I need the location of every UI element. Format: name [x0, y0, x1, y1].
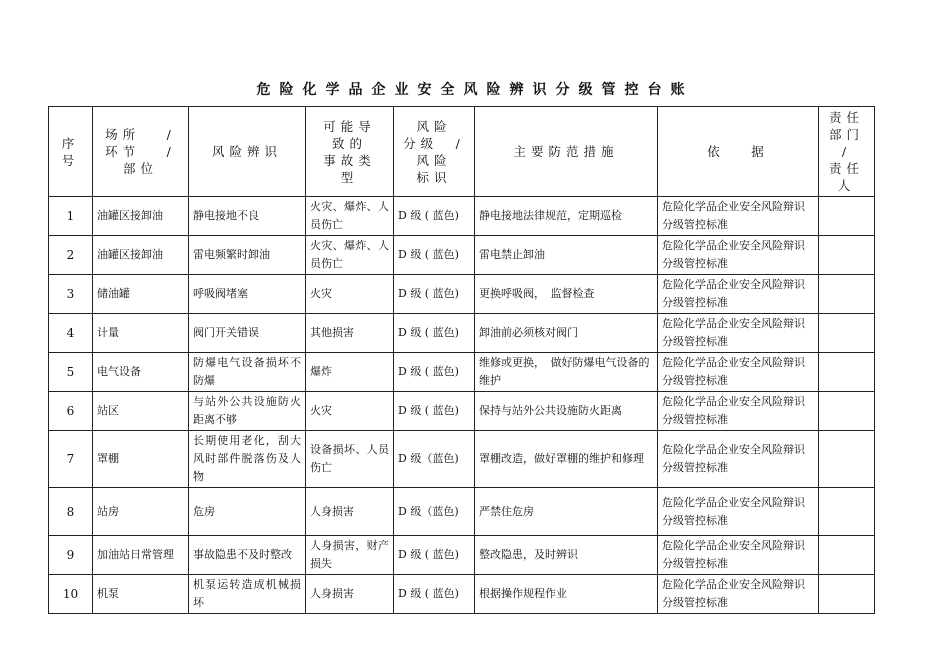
- cell-risk: 阀门开关错误: [189, 314, 306, 353]
- cell-basis: 危险化学品企业安全风险辩识分级管控标准: [658, 392, 819, 431]
- cell-measures: 雷电禁止卸油: [475, 236, 658, 275]
- cell-no: 10: [49, 575, 93, 614]
- table-row: [49, 536, 875, 575]
- header-accident-type: 可能导 致的 事故类 型: [306, 107, 394, 197]
- table-row: [49, 353, 875, 392]
- cell-accident: 设备损坏、人员伤亡: [306, 431, 394, 488]
- cell-measures: 严禁住危房: [475, 488, 658, 536]
- cell-level: D 级 ( 蓝色): [394, 275, 475, 314]
- cell-accident: 其他损害: [306, 314, 394, 353]
- cell-place: 站房: [93, 488, 189, 536]
- header-measures: 主要防范措施: [475, 107, 658, 197]
- cell-no: 3: [49, 275, 93, 314]
- cell-level: D 级 ( 蓝色): [394, 314, 475, 353]
- cell-measures: 根据操作规程作业: [475, 575, 658, 614]
- cell-place: 站区: [93, 392, 189, 431]
- cell-measures: 更换呼吸阀， 监督检查: [475, 275, 658, 314]
- cell-responsible: [819, 197, 875, 236]
- header-seq: 序 号: [49, 107, 93, 197]
- cell-accident: 火灾: [306, 275, 394, 314]
- cell-measures: 整改隐患，及时辨识: [475, 536, 658, 575]
- cell-level: D 级 ( 蓝色): [394, 392, 475, 431]
- cell-level: D 级 ( 蓝色): [394, 197, 475, 236]
- cell-place: 储油罐: [93, 275, 189, 314]
- cell-level: D 级 ( 蓝色): [394, 353, 475, 392]
- cell-responsible: [819, 575, 875, 614]
- cell-accident: 人身损害，财产损失: [306, 536, 394, 575]
- cell-place: 加油站日常管理: [93, 536, 189, 575]
- header-place: 场所 / 环节 / 部位: [93, 107, 189, 197]
- cell-risk: 事故隐患不及时整改: [189, 536, 306, 575]
- cell-no: 1: [49, 197, 93, 236]
- cell-place: 油罐区接卸油: [93, 197, 189, 236]
- cell-risk: 静电接地不良: [189, 197, 306, 236]
- cell-responsible: [819, 314, 875, 353]
- cell-risk: 机泵运转造成机械损坏: [189, 575, 306, 614]
- cell-accident: 火灾、爆炸、人员伤亡: [306, 197, 394, 236]
- cell-basis: 危险化学品企业安全风险辩识分级管控标准: [658, 236, 819, 275]
- cell-no: 7: [49, 431, 93, 488]
- cell-level: D 级（蓝色): [394, 488, 475, 536]
- cell-no: 2: [49, 236, 93, 275]
- cell-responsible: [819, 236, 875, 275]
- cell-responsible: [819, 488, 875, 536]
- cell-risk: 呼吸阀堵塞: [189, 275, 306, 314]
- table-row: [49, 236, 875, 275]
- cell-basis: 危险化学品企业安全风险辩识分级管控标准: [658, 314, 819, 353]
- cell-responsible: [819, 275, 875, 314]
- cell-basis: 危险化学品企业安全风险辩识分级管控标准: [658, 197, 819, 236]
- cell-no: 5: [49, 353, 93, 392]
- cell-basis: 危险化学品企业安全风险辩识分级管控标准: [658, 431, 819, 488]
- page-title: 危险化学品企业安全风险辨识分级管控台账: [256, 82, 694, 98]
- cell-basis: 危险化学品企业安全风险辩识分级管控标准: [658, 575, 819, 614]
- cell-measures: 静电接地法律规范，定期巡检: [475, 197, 658, 236]
- cell-no: 8: [49, 488, 93, 536]
- cell-measures: 罩棚改造，做好罩棚的维护和修理: [475, 431, 658, 488]
- table-row: [49, 275, 875, 314]
- cell-place: 机泵: [93, 575, 189, 614]
- header-risk-level: 风险 分级 / 风险 标识: [394, 107, 475, 197]
- cell-responsible: [819, 353, 875, 392]
- table-row: [49, 392, 875, 431]
- cell-place: 罩棚: [93, 431, 189, 488]
- cell-basis: 危险化学品企业安全风险辩识分级管控标准: [658, 275, 819, 314]
- cell-basis: 危险化学品企业安全风险辩识分级管控标准: [658, 488, 819, 536]
- cell-level: D 级 ( 蓝色): [394, 536, 475, 575]
- cell-accident: 火灾、爆炸、人员伤亡: [306, 236, 394, 275]
- cell-no: 9: [49, 536, 93, 575]
- cell-accident: 火灾: [306, 392, 394, 431]
- table-row: [49, 575, 875, 614]
- cell-place: 油罐区接卸油: [93, 236, 189, 275]
- header-row: [49, 107, 875, 197]
- table-row: [49, 431, 875, 488]
- cell-risk: 与站外公共设施防火距离不够: [189, 392, 306, 431]
- cell-accident: 爆炸: [306, 353, 394, 392]
- cell-place: 电气设备: [93, 353, 189, 392]
- cell-measures: 保持与站外公共设施防火距离: [475, 392, 658, 431]
- cell-risk: 危房: [189, 488, 306, 536]
- cell-level: D 级（蓝色): [394, 431, 475, 488]
- cell-no: 4: [49, 314, 93, 353]
- cell-risk: 防爆电气设备损坏不防爆: [189, 353, 306, 392]
- cell-level: D 级 ( 蓝色): [394, 236, 475, 275]
- cell-no: 6: [49, 392, 93, 431]
- cell-basis: 危险化学品企业安全风险辩识分级管控标准: [658, 353, 819, 392]
- table-row: [49, 197, 875, 236]
- cell-basis: 危险化学品企业安全风险辩识分级管控标准: [658, 536, 819, 575]
- cell-measures: 卸油前必须核对阀门: [475, 314, 658, 353]
- header-basis: 依 据: [658, 107, 819, 197]
- cell-measures: 维修或更换， 做好防爆电气设备的维护: [475, 353, 658, 392]
- risk-ledger-table: [48, 106, 875, 614]
- cell-accident: 人身损害: [306, 575, 394, 614]
- table-row: [49, 314, 875, 353]
- cell-risk: 雷电频繁时卸油: [189, 236, 306, 275]
- cell-responsible: [819, 431, 875, 488]
- cell-responsible: [819, 392, 875, 431]
- cell-responsible: [819, 536, 875, 575]
- cell-risk: 长期使用老化，刮大风时部件脱落伤及人物: [189, 431, 306, 488]
- header-risk: 风险辨识: [189, 107, 306, 197]
- cell-place: 计量: [93, 314, 189, 353]
- table-row: [49, 488, 875, 536]
- cell-level: D 级 ( 蓝色): [394, 575, 475, 614]
- cell-accident: 人身损害: [306, 488, 394, 536]
- header-responsible: 责任 部门 / 责任 人: [819, 107, 875, 197]
